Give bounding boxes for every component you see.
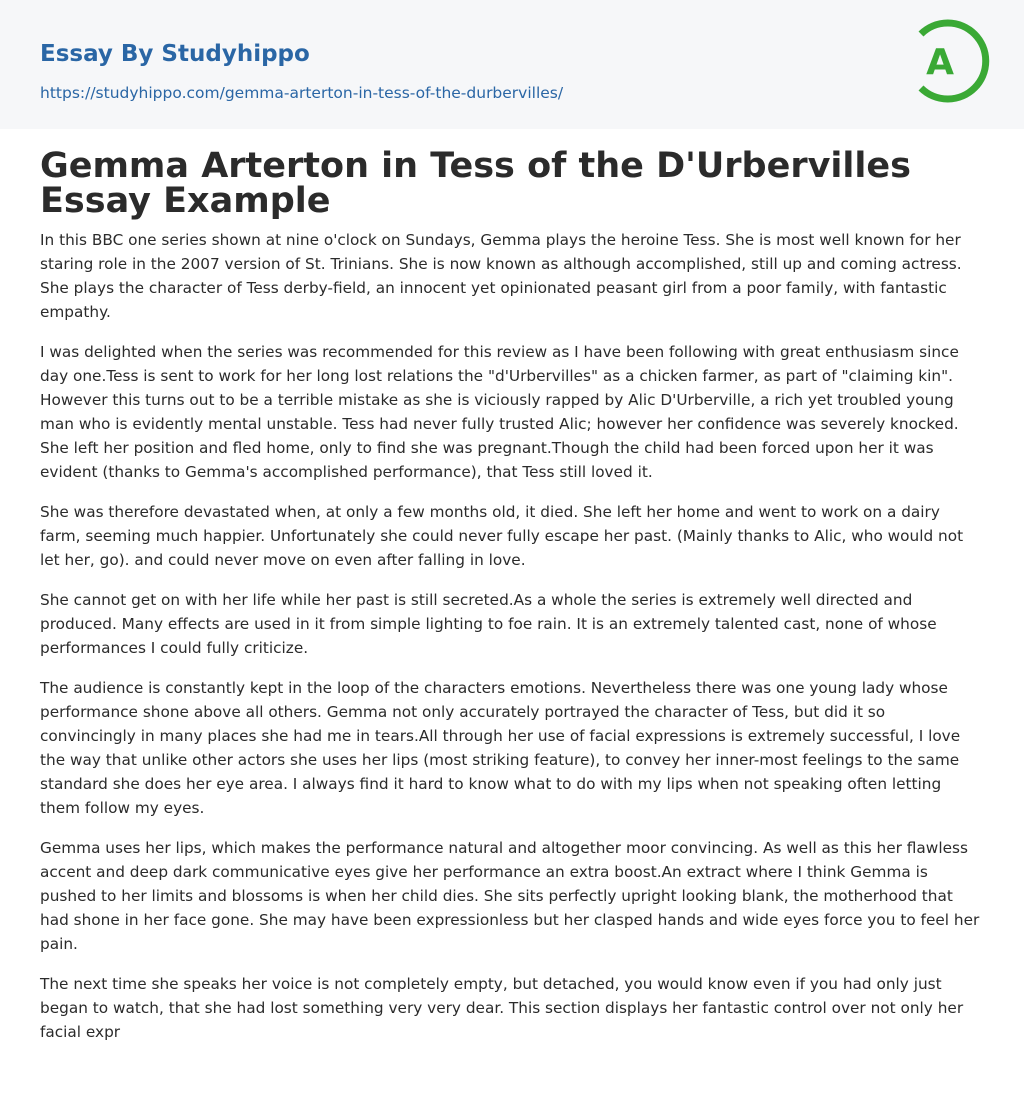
- essay-url-link[interactable]: https://studyhippo.com/gemma-arterton-in-tess-of-the-durbervilles/: [40, 84, 564, 102]
- essay-paragraph: She cannot get on with her life while her past is still secreted.As a whole the series is extremely well directed and produced. Many effects are used in it from simple lighting to foe rain. It is an extremely talented cast, none of whose performances I could fully criticize.: [40, 591, 937, 657]
- site-brand[interactable]: Essay By Studyhippo: [40, 41, 310, 67]
- studyhippo-logo-icon[interactable]: [904, 18, 990, 104]
- essay-paragraph: The next time she speaks her voice is not completely empty, but detached, you would know even if you had only just began to watch, that she had lost something very very dear. This section displays her fantastic control over not only her facial expr: [40, 975, 964, 1041]
- essay-paragraph: The audience is constantly kept in the loop of the characters emotions. Nevertheless there was one young lady whose performance shone above all others. Gemma not only accurately portrayed the character of Tess, but did it so convincingly in many places she had me in tears.All through her use of facial expressions is extremely successful, I love the way that unlike other actors she uses her lips (most striking feature), to convey her inner-most feelings to the same standard she does her eye area. I always find it hard to know what to do with my lips when not speaking often letting them follow my eyes.: [40, 679, 961, 817]
- essay-paragraph: In this BBC one series shown at nine o'clock on Sundays, Gemma plays the heroine Tess. She is most well known for her staring role in the 2007 version of St. Trinians. She is now known as although accomplished, still up and coming actress. She plays the character of Tess derby-field, an innocent yet opinionated peasant girl from a poor family, with fantastic empathy.: [40, 231, 962, 321]
- logo-letter: A: [926, 42, 954, 83]
- essay-paragraph: She was therefore devastated when, at only a few months old, it died. She left her home and went to work on a dairy farm, seeming much happier. Unfortunately she could never fully escape her past. (Mainly thanks to Alic, who would not let her, go). and could never move on even after falling in love.: [40, 503, 964, 569]
- essay-title: [40, 146, 984, 221]
- essay-paragraph: I was delighted when the series was recommended for this review as I have been following with great enthusiasm since day one.Tess is sent to work for her long lost relations the "d'Urbervilles" as a chicken farmer, as part of "claiming kin". However this turns out to be a terrible mistake as she is viciously rapped by Alic D'Urberville, a rich yet troubled young man who is evidently mental unstable. Tess had never fully trusted Alic; however her confidence was severely knocked. She left her position and fled home, only to find she was pregnant.Though the child had been forced upon her it was evident (thanks to Gemma's accomplished performance), that Tess still loved it.: [40, 343, 959, 481]
- essay-title-line-1: Gemma Arterton in Tess of the D'Urbervilles: [40, 146, 911, 186]
- essay-paragraph: Gemma uses her lips, which makes the performance natural and altogether moor convincing. As well as this her flawless accent and deep dark communicative eyes give her performance an extra boost.An extract where I think Gemma is pushed to her limits and blossoms is when her child dies. She sits perfectly upright looking blank, the motherhood that had shone in her face gone. She may have been expressionless but her clasped hands and wide eyes force you to feel her pain.: [40, 839, 980, 953]
- essay-title-line-2: Essay Example: [40, 181, 331, 221]
- site-header: [0, 0, 1024, 129]
- essay-body: [40, 228, 984, 1060]
